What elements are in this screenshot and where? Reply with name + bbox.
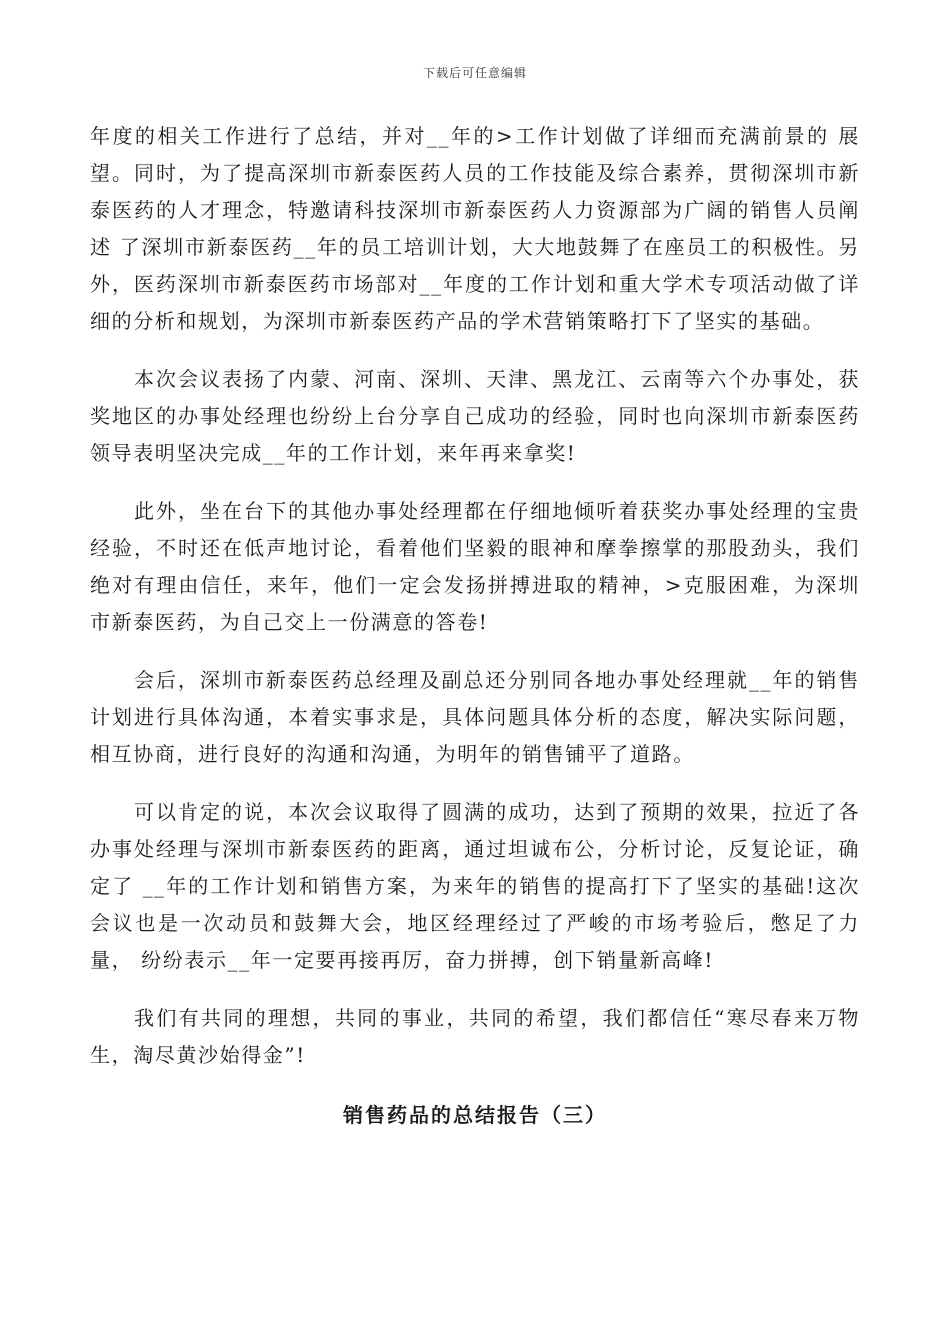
section-title: 销售药品的总结报告（三） [343, 1103, 607, 1127]
paragraph-conclusion: 可以肯定的说，本次会议取得了圆满的成功，达到了预期的效果，拉近了各办事处经理与深圳市新泰医药的距离，通过坦诚布公，分析讨论，反复论证，确定了 __年的工作计划和销售方案，为来年的销售的提高打下了坚实的基础!这次会议也是一次动员和鼓舞大会，地区经理经过了严峻的市场考验后，憋足了力量， 纷纷表示__年一定要再接再厉，奋力拼搏，创下销量新高峰! [90, 800, 860, 972]
paragraph-commendation: 本次会议表扬了内蒙、河南、深圳、天津、黑龙江、云南等六个办事处，获奖地区的办事处经理也纷纷上台分享自己成功的经验，同时也向深圳市新泰医药领导表明坚决完成__年的工作计划，来年再来拿奖! [90, 367, 860, 465]
paragraph-continuation: 年度的相关工作进行了总结，并对__年的>工作计划做了详细而充满前景的 展望。同时，为了提高深圳市新泰医药人员的工作技能及综合素养，贯彻深圳市新泰医药的人才理念，特邀请科技深圳市新泰医药人力资源部为广阔的销售人员阐述 了深圳市新泰医药__年的员工培训计划，大大地鼓舞了在座员工的积极性。另外，医药深圳市新泰医药市场部对__年度的工作计划和重大学术专项活动做了详细的分析和规划，为深圳市新泰医药产品的学术营销策略打下了坚实的基础。 [90, 124, 860, 333]
header-note: 下载后可任意编辑 [422, 66, 527, 80]
paragraph-closing: 我们有共同的理想，共同的事业，共同的希望，我们都信任“寒尽春来万物生，淘尽黄沙始得金”! [90, 1006, 860, 1067]
paragraph-audience: 此外，坐在台下的其他办事处经理都在仔细地倾听着获奖办事处经理的宝贵经验，不时还在低声地讨论，看着他们坚毅的眼神和摩拳擦掌的那股劲头，我们绝对有理由信任，来年，他们一定会发扬拼搏进取的精神，>克服困难，为深圳市新泰医药，为自己交上一份满意的答卷! [90, 499, 860, 634]
document-body [90, 118, 860, 1130]
paragraph-after-meeting: 会后，深圳市新泰医药总经理及副总还分别同各地办事处经理就__年的销售计划进行具体沟通，本着实事求是，具体问题具体分析的态度，解决实际问题，相互协商，进行良好的沟通和沟通，为明年的销售铺平了道路。 [90, 668, 860, 766]
